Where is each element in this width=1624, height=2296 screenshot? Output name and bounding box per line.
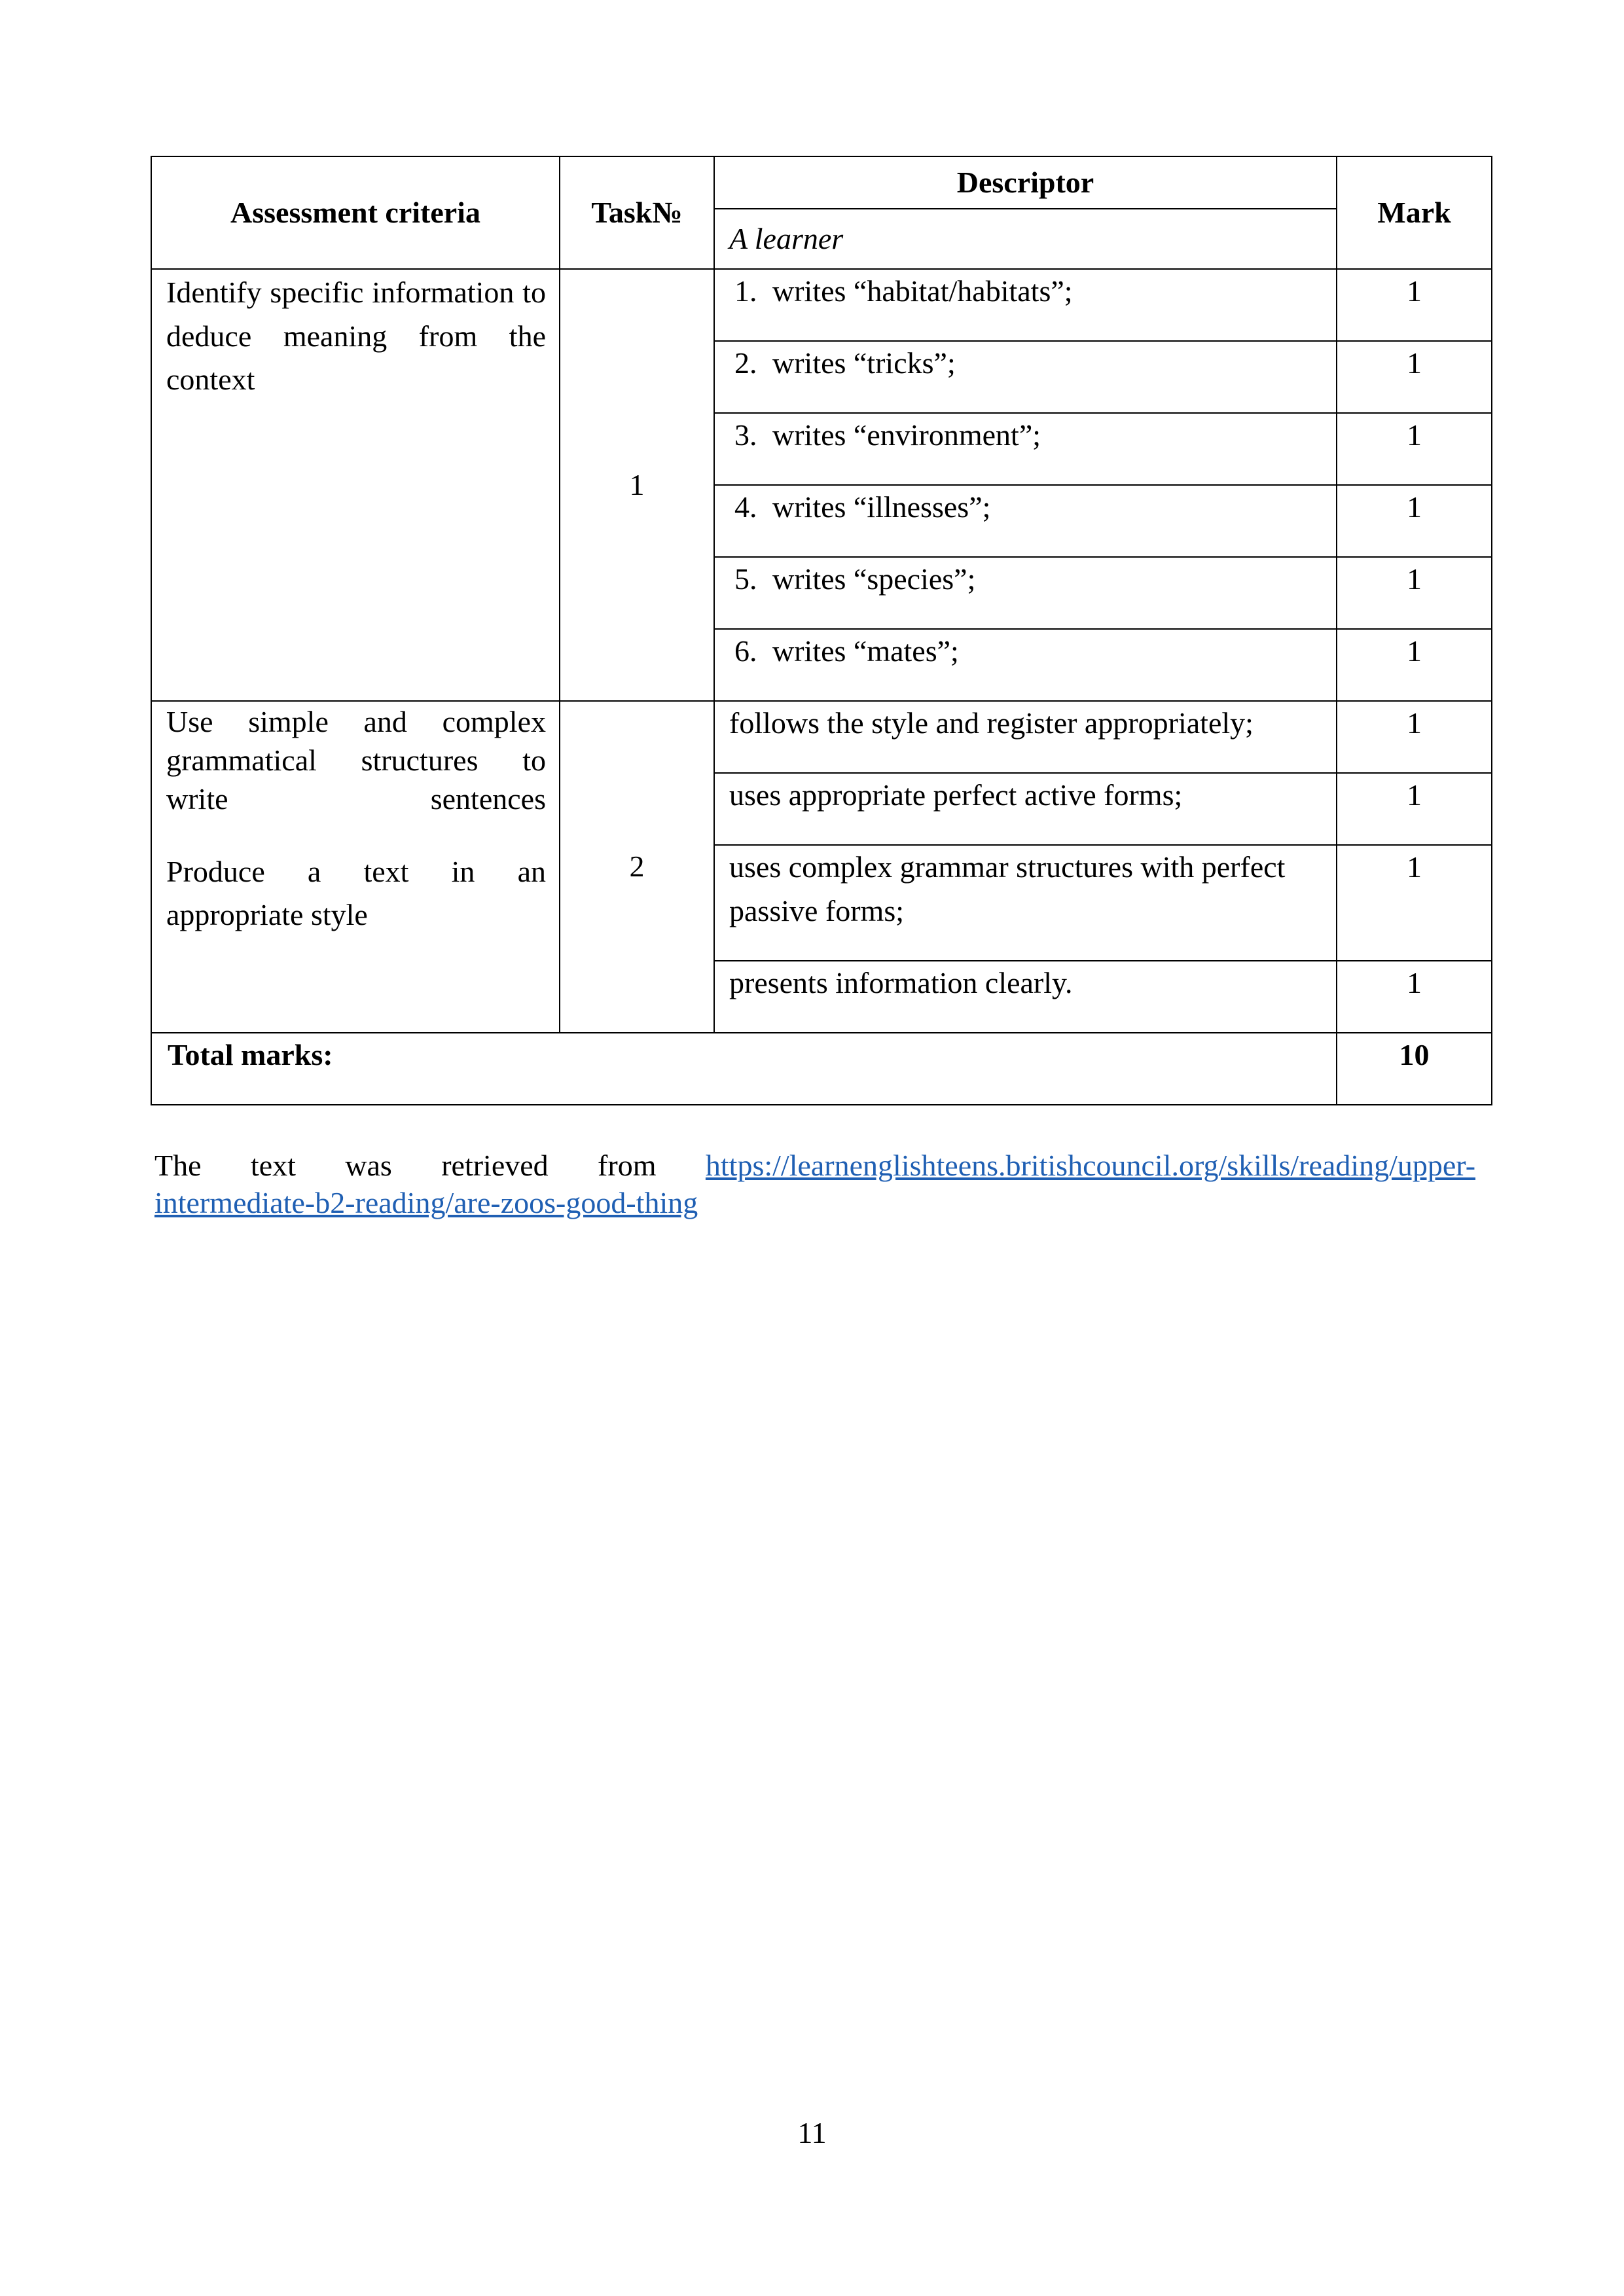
source-lead-text: The text was retrieved from [154, 1149, 657, 1182]
source-line-2 [154, 1184, 1475, 1221]
descriptor-cell [714, 341, 1337, 413]
mark-cell: 1 [1337, 341, 1492, 413]
header-descriptor-sub: A learner [714, 209, 1337, 269]
descriptor-text: writes “species”; [772, 562, 976, 596]
task1-criteria [151, 269, 560, 701]
mark-cell: 1 [1337, 557, 1492, 629]
total-marks-value: 10 [1337, 1033, 1492, 1105]
descriptor-number: 2. [734, 346, 757, 380]
descriptor-cell: follows the style and register appropriately; [714, 701, 1337, 773]
descriptor-cell [714, 269, 1337, 341]
descriptor-cell [714, 629, 1337, 701]
descriptor-cell [714, 485, 1337, 557]
descriptor-number: 5. [734, 562, 757, 596]
total-row [151, 1033, 1492, 1105]
mark-cell: 1 [1337, 269, 1492, 341]
task2-criteria-line: appropriate style [166, 898, 368, 932]
assessment-table [151, 156, 1492, 1105]
header-assessment-criteria: Assessment criteria [151, 156, 560, 269]
descriptor-text: writes “environment”; [772, 418, 1041, 452]
mark-cell: 1 [1337, 485, 1492, 557]
descriptor-text: writes “mates”; [772, 634, 959, 668]
descriptor-text: writes “habitat/habitats”; [772, 274, 1073, 308]
total-marks-label: Total marks: [151, 1033, 1337, 1105]
mark-cell: 1 [1337, 845, 1492, 961]
descriptor-cell: presents information clearly. [714, 961, 1337, 1033]
task2-number: 2 [560, 701, 714, 1033]
source-attribution [154, 1147, 1475, 1221]
mark-cell: 1 [1337, 961, 1492, 1033]
mark-cell: 1 [1337, 413, 1492, 485]
mark-cell: 1 [1337, 773, 1492, 845]
task2-criteria [151, 701, 560, 1033]
descriptor-cell [714, 413, 1337, 485]
task2-criteria-line: grammatical structures to [166, 743, 546, 777]
descriptor-number: 4. [734, 490, 757, 524]
task1-number: 1 [560, 269, 714, 701]
descriptor-number: 6. [734, 634, 757, 668]
source-link-part-1[interactable]: https://learnenglishteens.britishcouncil.org/skills/reading/upper- [705, 1149, 1476, 1182]
task2-criteria-line: Produce a text in an [166, 854, 546, 888]
header-mark: Mark [1337, 156, 1492, 269]
table-row [151, 701, 1492, 773]
source-link-part-2[interactable]: intermediate-b2-reading/are-zoos-good-thing [154, 1186, 698, 1219]
descriptor-text: writes “illnesses”; [772, 490, 991, 524]
descriptor-number: 3. [734, 418, 757, 452]
table-row [151, 269, 1492, 341]
mark-cell: 1 [1337, 629, 1492, 701]
descriptor-number: 1. [734, 274, 757, 308]
task1-criteria-text: Identify specific information to deduce meaning from the context [166, 276, 546, 397]
descriptor-cell: uses complex grammar structures with perfect passive forms; [714, 845, 1337, 961]
descriptor-text: writes “tricks”; [772, 346, 956, 380]
header-descriptor: Descriptor [714, 156, 1337, 209]
task2-criteria-line: write sentences [166, 781, 546, 816]
header-task-number: Task№ [560, 156, 714, 269]
descriptor-cell: uses appropriate perfect active forms; [714, 773, 1337, 845]
source-line-1 [154, 1147, 1475, 1184]
descriptor-cell [714, 557, 1337, 629]
task2-criteria-line: Use simple and complex [166, 705, 546, 738]
mark-cell: 1 [1337, 701, 1492, 773]
page-number: 11 [797, 2116, 827, 2149]
